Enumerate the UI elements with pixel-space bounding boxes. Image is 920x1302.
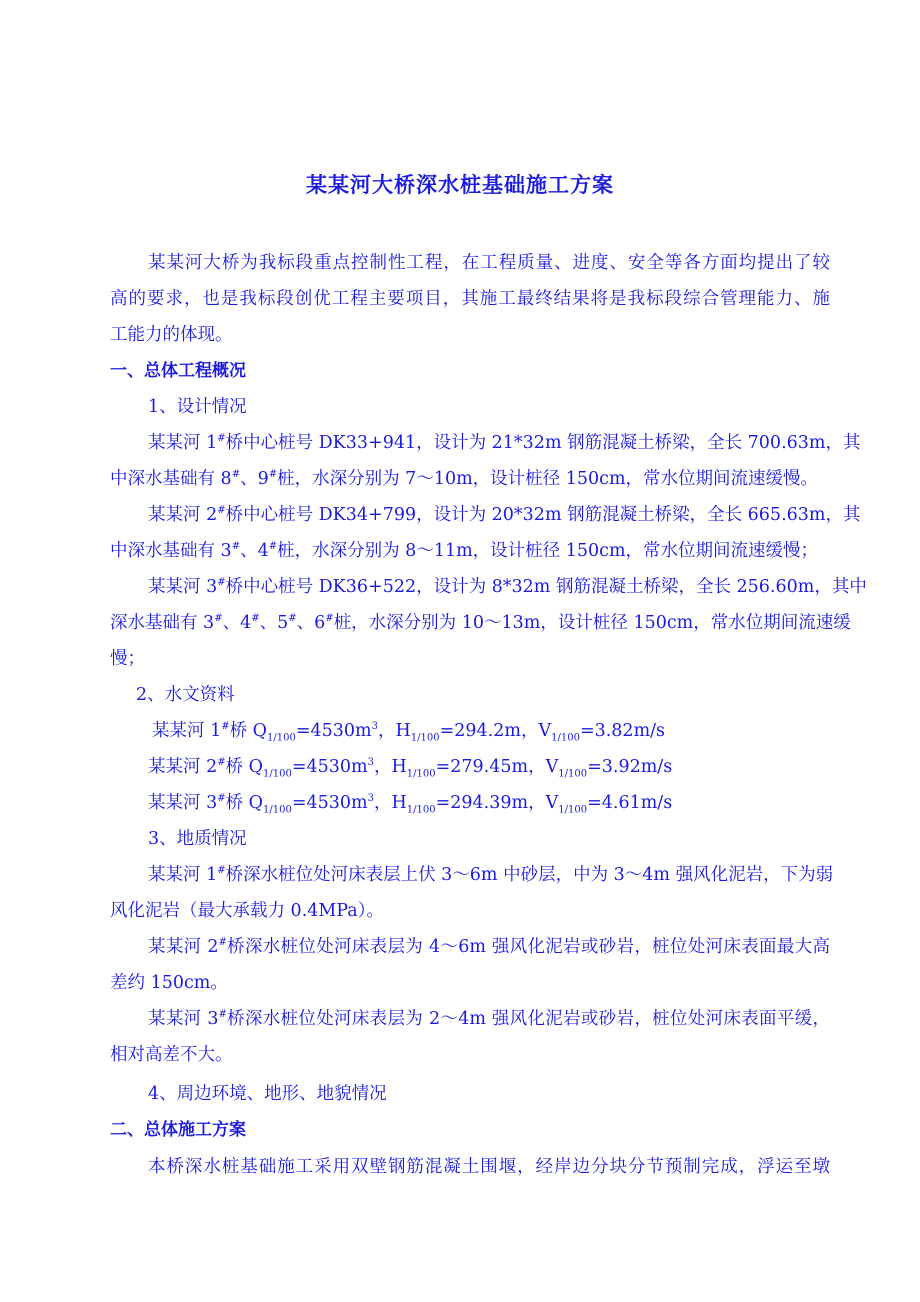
document-title: 某某河大桥深水桩基础施工方案 — [306, 173, 614, 197]
design-bridge-2-line-2: 中深水基础有 3#、4#桩，水深分别为 8～11m，设计桩径 150cm，常水位期间流速缓慢； — [110, 541, 819, 561]
design-bridge-3-line-2: 深水基础有 3#、4#、5#、6#桩，水深分别为 10～13m，设计桩径 150cm，常水位期间流速缓 — [110, 613, 851, 633]
subsection-3-heading: 3、地质情况 — [148, 829, 247, 849]
geology-bridge-1-line-1: 某某河 1#桥深水桩位处河床表层上伏 3～6m 中砂层，中为 3～4m 强风化泥岩，下为弱 — [148, 865, 834, 885]
design-bridge-3-line-3: 慢； — [110, 649, 145, 669]
intro-line-1: 某某河大桥为我标段重点控制性工程，在工程质量、进度、安全等各方面均提出了较 — [148, 253, 830, 273]
hydrology-row-1: 某某河 1#桥 $Q_{1/100}=4530m^3$，$H_{1/100}=294.2m$，$V_{1/100}=3.82m/s$ — [152, 721, 666, 744]
geology-bridge-1-line-2: 风化泥岩（最大承载力 0.4MPa）。 — [110, 901, 384, 921]
geology-bridge-3-line-1: 某某河 3#桥深水桩位处河床表层为 2～4m 强风化泥岩或砂岩，桩位处河床表面平缓， — [148, 1009, 830, 1029]
intro-line-2: 高的要求，也是我标段创优工程主要项目，其施工最终结果将是我标段综合管理能力、施 — [110, 289, 830, 309]
section-1-heading: 一、总体工程概况 — [110, 361, 246, 381]
subsection-1-heading: 1、设计情况 — [148, 397, 247, 417]
geology-bridge-3-line-2: 相对高差不大。 — [110, 1045, 233, 1065]
design-bridge-1-line-2: 中深水基础有 8#、9#桩，水深分别为 7～10m，设计桩径 150cm，常水位期间流速缓慢。 — [110, 469, 819, 489]
subsection-4-heading: 4、周边环境、地形、地貌情况 — [148, 1084, 387, 1104]
section-2-paragraph-line-1: 本桥深水桩基础施工采用双壁钢筋混凝土围堰，经岸边分块分节预制完成，浮运至墩 — [148, 1157, 830, 1177]
design-bridge-1-line-1: 某某河 1#桥中心桩号 DK33+941，设计为 21*32m 钢筋混凝土桥梁，全长 700.63m，其 — [148, 433, 861, 453]
design-bridge-2-line-1: 某某河 2#桥中心桩号 DK34+799，设计为 20*32m 钢筋混凝土桥梁，全长 665.63m，其 — [148, 505, 861, 525]
hydrology-row-2: 某某河 2#桥 $Q_{1/100}=4530m^3$，$H_{1/100}=279.45m$，$V_{1/100}=3.92m/s$ — [148, 757, 673, 780]
geology-bridge-2-line-2: 差约 150cm。 — [110, 973, 228, 993]
subsection-2-heading: 2、水文资料 — [136, 685, 235, 705]
section-2-heading: 二、总体施工方案 — [110, 1120, 246, 1140]
design-bridge-3-line-1: 某某河 3#桥中心桩号 DK36+522，设计为 8*32m 钢筋混凝土桥梁，全长 256.60m，其中 — [148, 577, 867, 597]
intro-line-3: 工能力的体现。 — [110, 325, 233, 345]
geology-bridge-2-line-1: 某某河 2#桥深水桩位处河床表层为 4～6m 强风化泥岩或砂岩，桩位处河床表面最大高 — [148, 937, 830, 957]
hydrology-row-3: 某某河 3#桥 $Q_{1/100}=4530m^3$，$H_{1/100}=294.39m$，$V_{1/100}=4.61m/s$ — [148, 793, 673, 816]
